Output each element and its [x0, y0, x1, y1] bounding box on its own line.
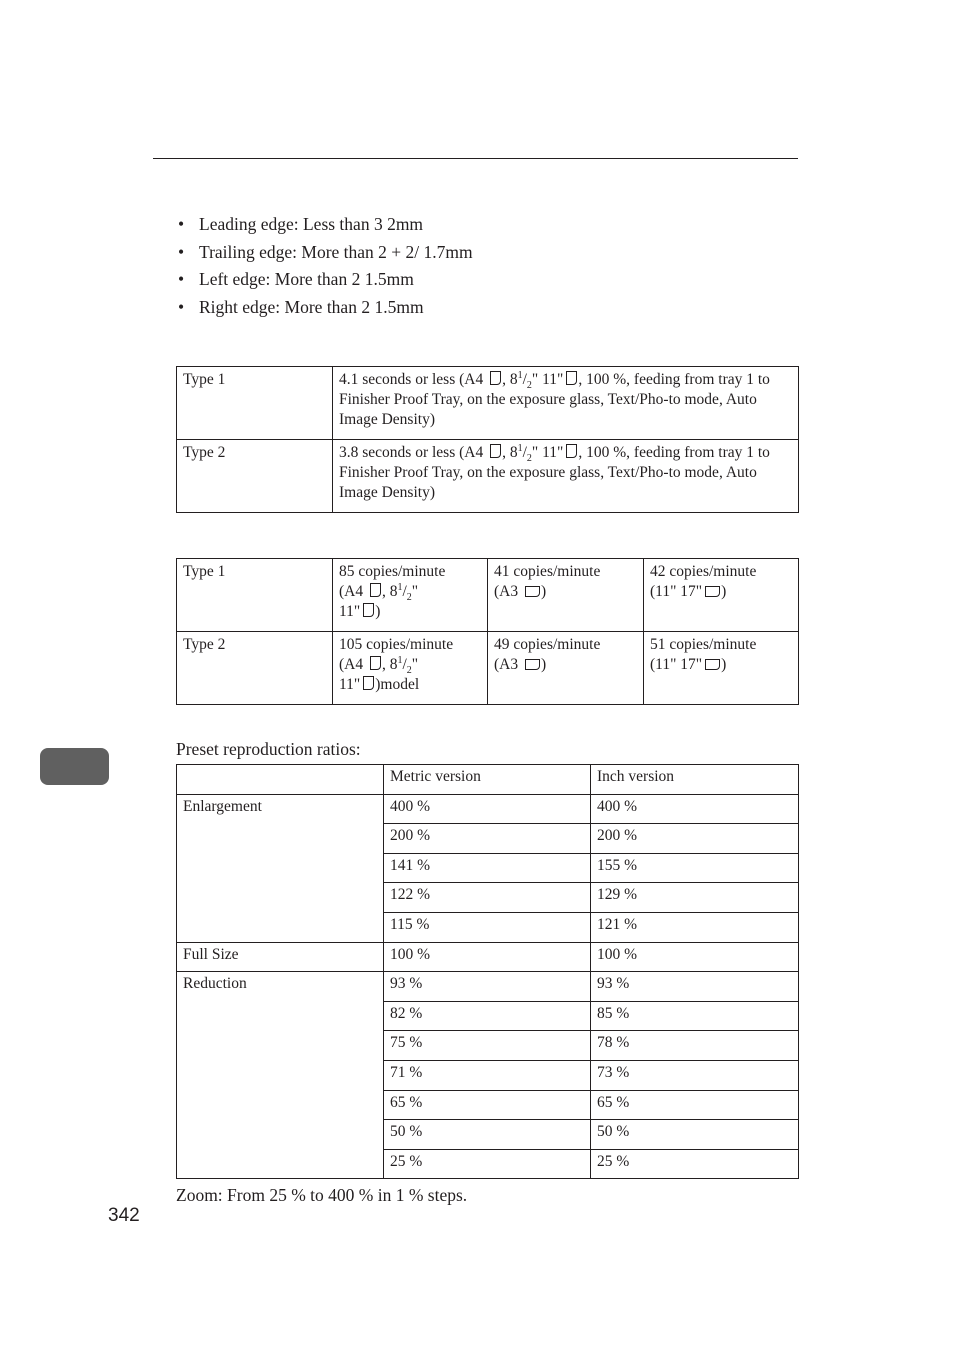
table-row	[177, 559, 799, 632]
chapter-tab-marker	[40, 748, 109, 785]
header-metric: Metric version	[384, 765, 591, 795]
list-item: • Right edge: More than 2 1.5mm	[178, 296, 424, 317]
table-row	[177, 765, 799, 795]
type-cell: Type 1	[177, 559, 333, 632]
speed-cell: 49 copies/minute (A3 )	[488, 632, 644, 705]
inch-value: 121 %	[591, 912, 799, 942]
inch-value: 25 %	[591, 1149, 799, 1179]
table-row	[177, 794, 799, 824]
inch-value: 65 %	[591, 1090, 799, 1120]
header-rule	[153, 158, 798, 159]
first-copy-table	[176, 366, 799, 513]
group-reduction: Reduction	[177, 972, 384, 1179]
reproduction-ratio-table	[176, 764, 799, 1179]
metric-value: 75 %	[384, 1031, 591, 1061]
header-empty-cell	[177, 765, 384, 795]
inch-value: 200 %	[591, 824, 799, 854]
first-copy-cell: 4.1 seconds or less (A4 , $8^1/_2$" 11" , 100 %, feeding from tray 1 to Finisher Proof Tray, on the exposure glass, Text/Pho-to mode, Auto Image Density)	[333, 367, 799, 440]
metric-value: 115 %	[384, 912, 591, 942]
metric-value: 25 %	[384, 1149, 591, 1179]
inch-value: 93 %	[591, 972, 799, 1002]
ratios-title: Preset reproduction ratios:	[176, 739, 361, 759]
speed-cell: 42 copies/minute (11" 17" )	[644, 559, 799, 632]
inch-value: 129 %	[591, 883, 799, 913]
inch-value: 400 %	[591, 794, 799, 824]
metric-value: 93 %	[384, 972, 591, 1002]
paper-landscape-icon	[525, 659, 540, 670]
paper-landscape-icon	[525, 586, 540, 597]
table-row	[177, 942, 799, 972]
metric-value: 65 %	[384, 1090, 591, 1120]
paper-portrait-icon	[370, 583, 381, 597]
group-enlargement: Enlargement	[177, 794, 384, 942]
group-full-size: Full Size	[177, 942, 384, 972]
list-item: • Leading edge: Less than 3 2mm	[178, 214, 424, 234]
speed-cell: 85 copies/minute (A4 , $8^1/_2$" 11" )	[333, 559, 488, 632]
type-cell: Type 2	[177, 632, 333, 705]
first-copy-cell: 3.8 seconds or less (A4 , $8^1/_2$" 11" , 100 %, feeding from tray 1 to Finisher Proof Tray, on the exposure glass, Text/Pho-to mode, Auto Image Density)	[333, 440, 799, 513]
inch-value: 155 %	[591, 853, 799, 883]
metric-value: 71 %	[384, 1060, 591, 1090]
paper-portrait-icon	[566, 444, 577, 458]
speed-cell: 41 copies/minute (A3 )	[488, 559, 644, 632]
list-item: • Trailing edge: More than 2 + 2/ 1.7mm	[178, 241, 473, 262]
metric-value: 50 %	[384, 1120, 591, 1150]
inch-value: 50 %	[591, 1120, 799, 1150]
inch-value: 100 %	[591, 942, 799, 972]
paper-portrait-icon	[363, 676, 374, 690]
paper-portrait-icon	[490, 371, 501, 385]
metric-value: 82 %	[384, 1001, 591, 1031]
paper-portrait-icon	[363, 603, 374, 617]
page-number: 342	[108, 1205, 140, 1226]
table-row	[177, 367, 799, 440]
metric-value: 122 %	[384, 883, 591, 913]
paper-landscape-icon	[705, 659, 720, 670]
metric-value: 141 %	[384, 853, 591, 883]
type-cell: Type 1	[177, 367, 333, 440]
paper-portrait-icon	[566, 371, 577, 385]
inch-value: 78 %	[591, 1031, 799, 1061]
speed-cell: 105 copies/minute (A4 , $8^1/_2$" 11" )model	[333, 632, 488, 705]
inch-value: 85 %	[591, 1001, 799, 1031]
header-inch: Inch version	[591, 765, 799, 795]
margin-list	[176, 211, 473, 321]
paper-portrait-icon	[490, 444, 501, 458]
table-row	[177, 440, 799, 513]
paper-landscape-icon	[705, 586, 720, 597]
inch-value: 73 %	[591, 1060, 799, 1090]
zoom-note: Zoom: From 25 % to 400 % in 1 % steps.	[176, 1185, 468, 1205]
table-row	[177, 632, 799, 705]
metric-value: 100 %	[384, 942, 591, 972]
list-item: • Left edge: More than 2 1.5mm	[178, 269, 414, 289]
table-row	[177, 972, 799, 1002]
speed-cell: 51 copies/minute (11" 17" )	[644, 632, 799, 705]
type-cell: Type 2	[177, 440, 333, 513]
paper-portrait-icon	[370, 656, 381, 670]
metric-value: 400 %	[384, 794, 591, 824]
metric-value: 200 %	[384, 824, 591, 854]
copy-speed-table	[176, 558, 799, 705]
